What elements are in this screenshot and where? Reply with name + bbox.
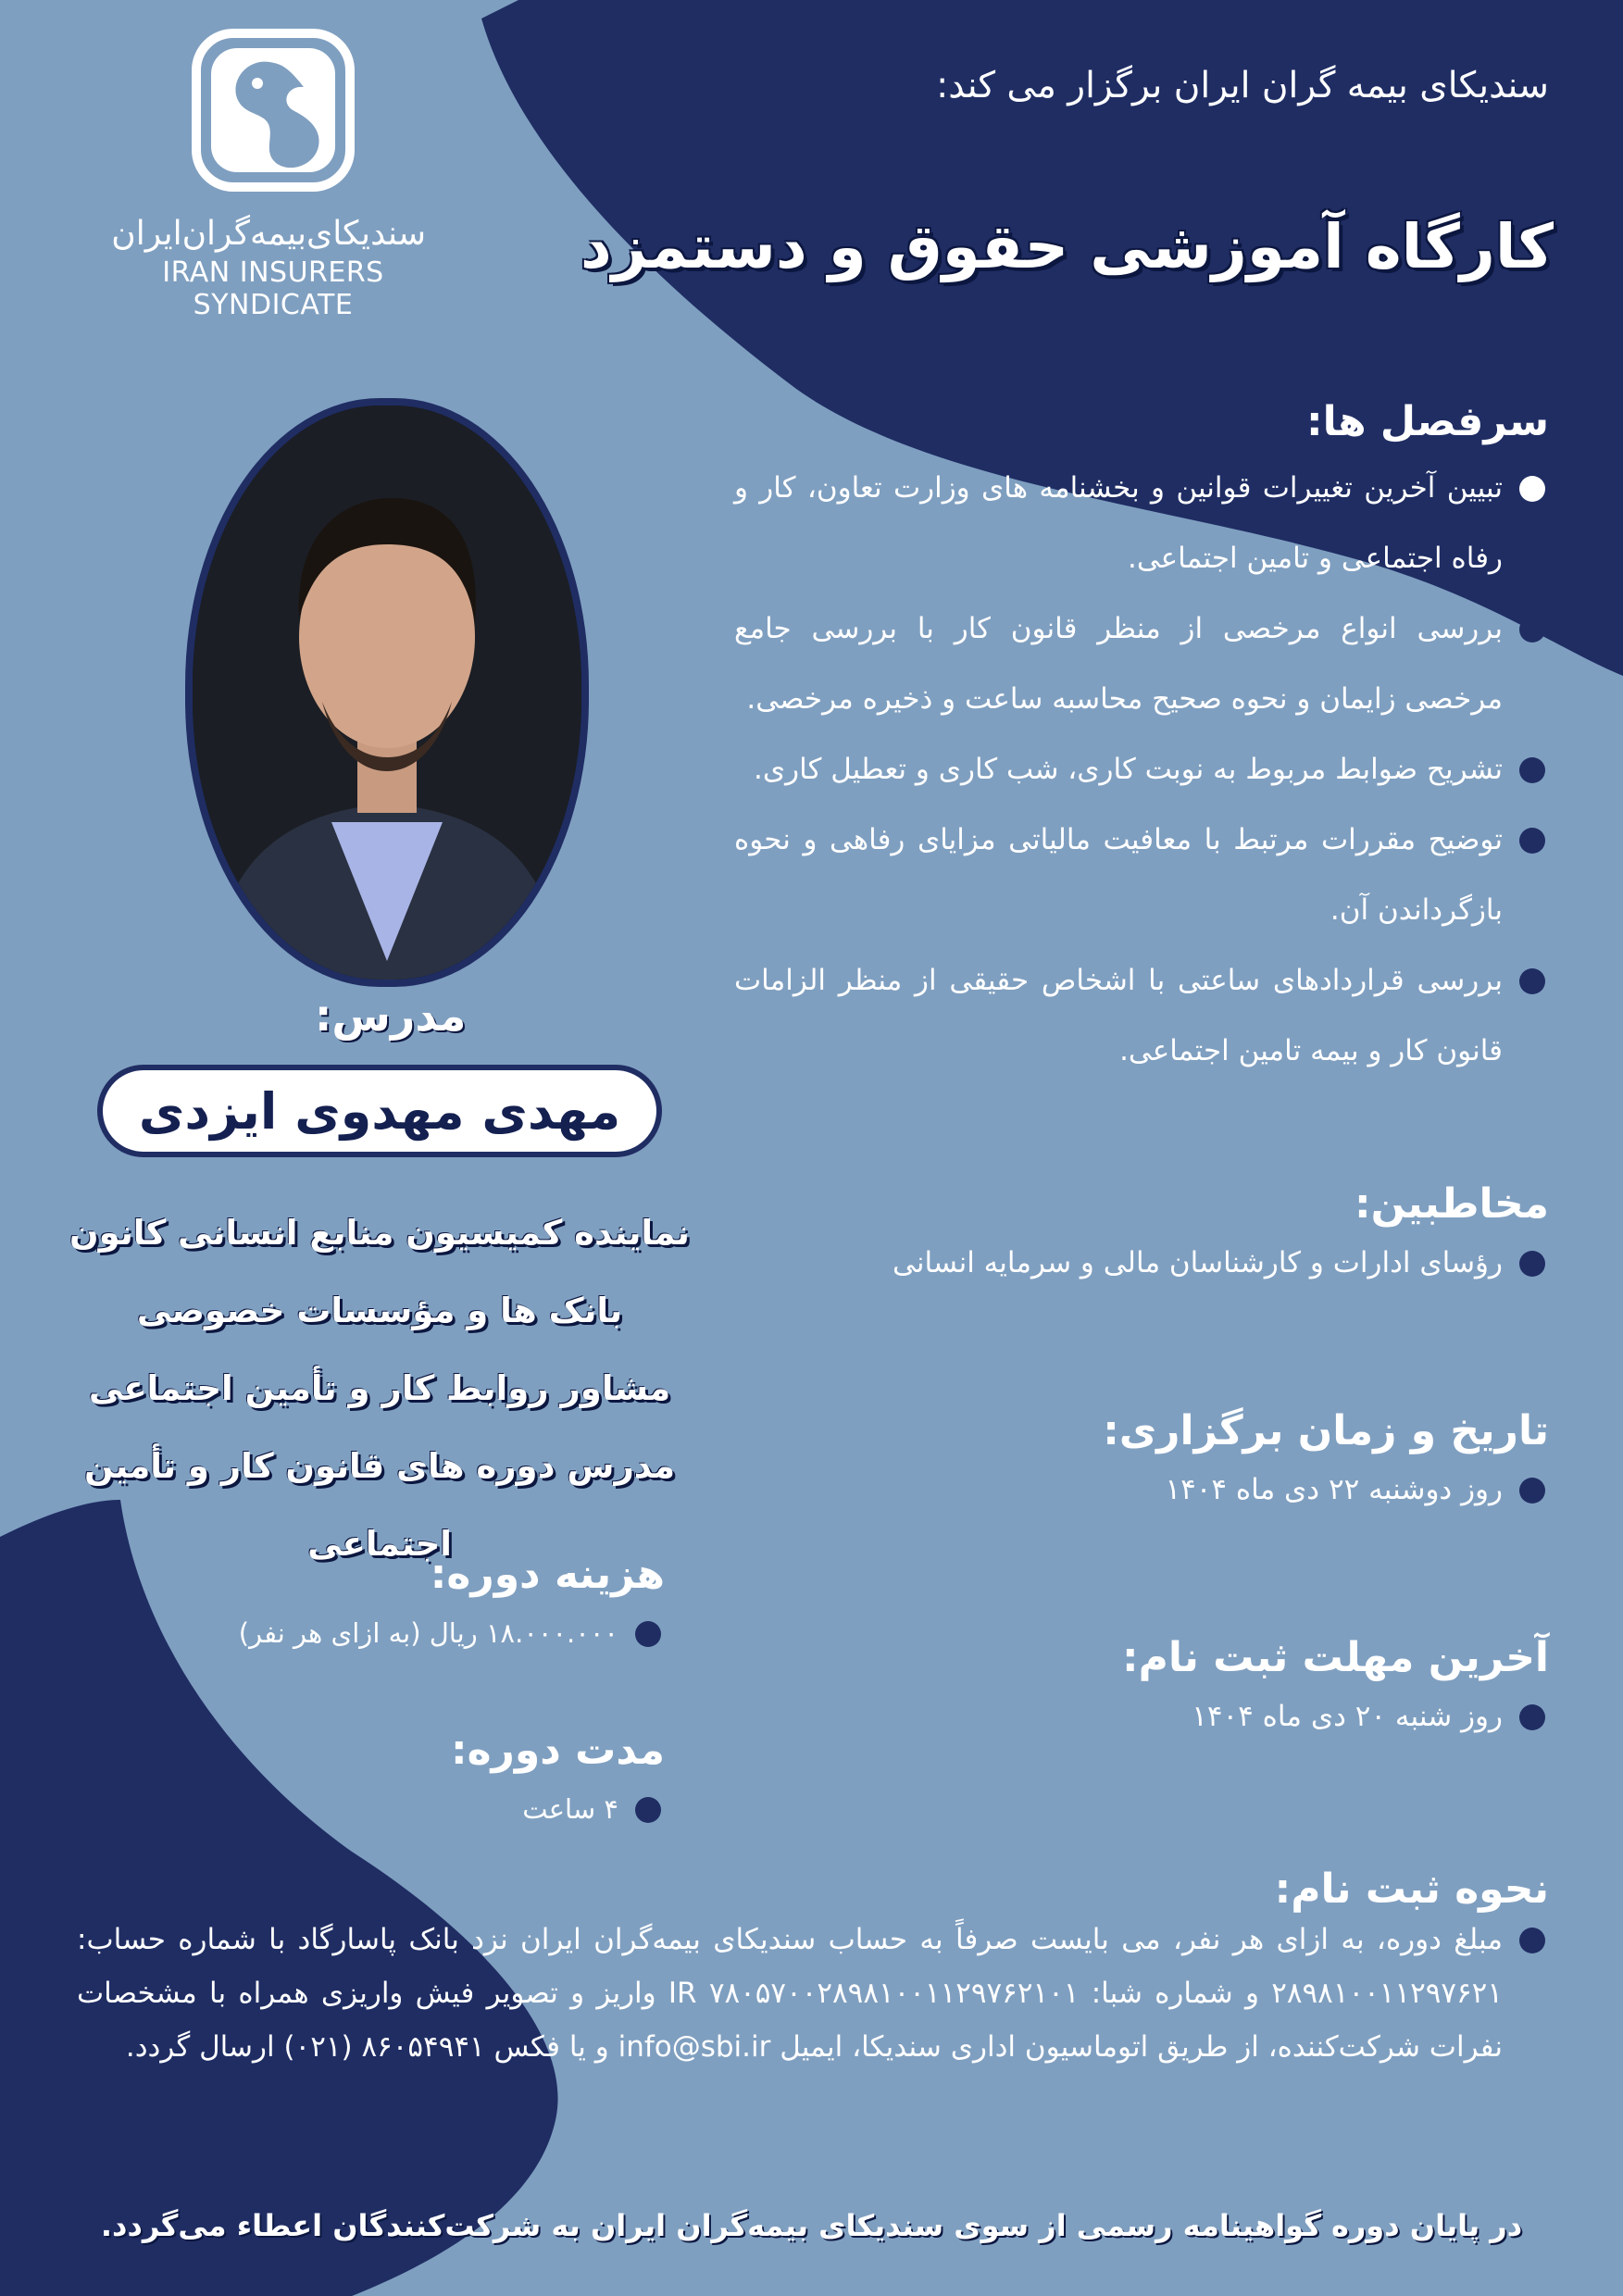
list-item-text: بررسی قراردادهای ساعتی با اشخاص حقیقی از منظر الزامات قانون کار و بیمه تامین اجتماعی.	[734, 964, 1503, 1067]
list-item	[183, 1598, 665, 1668]
instructor-photo	[185, 398, 589, 987]
list-item-text: روز دوشنبه ۲۲ دی ماه ۱۴۰۴	[1165, 1473, 1503, 1506]
page-title: کارگاه آموزشی حقوق و دستمزد	[580, 211, 1554, 282]
list-item-text: توضیح مقررات مرتبط با معافیت مالیاتی مزایای رفاهی و نحوه بازگرداندن آن.	[734, 823, 1503, 927]
schedule-section	[734, 1407, 1549, 1525]
schedule-list	[734, 1454, 1549, 1525]
logo	[111, 28, 426, 321]
fee-title: هزینه دوره:	[430, 1551, 665, 1598]
list-item	[734, 1228, 1549, 1298]
person-silhouette-icon	[193, 406, 581, 980]
organizer-line: سندیکای بیمه گران ایران برگزار می کند:	[936, 65, 1549, 106]
bullet-icon	[1519, 1928, 1545, 1953]
topics-section	[734, 398, 1549, 1086]
list-item-text: تبیین آخرین تغییرات قوانین و بخشنامه های وزارت تعاون، کار و رفاه اجتماعی و تامین اجتماعی.	[734, 471, 1503, 575]
duration-title: مدت دوره:	[450, 1727, 665, 1774]
credential-line: مدرس دوره های قانون کار و تأمین اجتماعی	[83, 1446, 676, 1564]
registration-title: نحوه ثبت نام:	[1274, 1866, 1549, 1913]
schedule-title: تاریخ و زمان برگزاری:	[1103, 1407, 1549, 1454]
list-item-text: روز شنبه ۲۰ دی ماه ۱۴۰۴	[1192, 1700, 1503, 1733]
footer-note: در پایان دوره گواهینامه رسمی از سوی سندیکای بیمه‌گران ایران به شرکت‌کنندگان اعطاء می‌گردد.	[100, 2208, 1523, 2243]
instructor-label: مدرس:	[315, 991, 467, 1041]
deadline-section	[734, 1634, 1549, 1752]
bullet-icon	[1519, 617, 1545, 643]
bullet-icon	[1519, 828, 1545, 854]
bullet-icon	[1519, 968, 1545, 994]
deadline-list	[734, 1681, 1549, 1752]
registration-text: مبلغ دوره، به ازای هر نفر، می بایست صرفاً به حساب سندیکای بیمه‌گران ایران نزد بانک پاسارگاد با شماره حساب: ۲۸۹۸۱۰۰۱۱۲۹۷۶۲۱ و شماره شبا: IR ۷۸۰۵۷۰۰۲۸۹۸۱۰۰۱۱۲۹۷۶۲۱۰۱ واریز و تصویر فیش واریزی همراه با مشخصات نفرات شرکت‌کننده، از طریق اتوماسیون اداری سندیکا، ایمیل info@sbi.ir و یا فکس ۸۶۰۵۴۹۴۱ (۰۲۱) ارسال گردد.	[77, 1923, 1503, 2064]
fee-list	[183, 1598, 665, 1668]
list-item	[734, 945, 1549, 1086]
list-item-text: ۱۸.۰۰۰.۰۰۰ ریال (به ازای هر نفر)	[238, 1617, 618, 1649]
audience-title: مخاطبین:	[1354, 1180, 1549, 1228]
topics-title: سرفصل ها:	[1305, 398, 1549, 445]
topics-list	[734, 453, 1549, 1086]
list-item	[734, 1454, 1549, 1525]
list-item	[734, 805, 1549, 945]
bullet-icon	[635, 1621, 661, 1647]
bullet-icon	[1519, 1251, 1545, 1277]
bullet-icon	[635, 1797, 661, 1823]
credential-line: نماینده کمیسیون منابع انسانی کانون	[69, 1213, 690, 1253]
bullet-icon	[1519, 1478, 1545, 1504]
list-item-text: ۴ ساعت	[522, 1793, 618, 1825]
duration-section	[183, 1727, 665, 1844]
instructor-name: مهدی مهدوی ایزدی	[97, 1065, 662, 1157]
logo-name-en: IRAN INSURERS SYNDICATE	[162, 256, 384, 321]
list-item	[734, 1681, 1549, 1752]
list-item-text: رؤسای ادارات و کارشناسان مالی و سرمایه انسانی	[893, 1246, 1503, 1279]
list-item-text: بررسی انواع مرخصی از منظر قانون کار با بررسی جامع مرخصی زایمان و نحوه صحیح محاسبه ساعت و ذخیره مرخصی.	[734, 612, 1503, 716]
bullet-icon	[1519, 1704, 1545, 1730]
duration-list	[183, 1774, 665, 1844]
instructor-credentials	[56, 1194, 704, 1583]
bullet-icon	[1519, 757, 1545, 783]
list-item	[734, 734, 1549, 805]
credential-line: مشاور روابط کار و تأمین اجتماعی	[88, 1368, 671, 1408]
registration-section	[77, 1866, 1549, 2074]
list-item	[734, 593, 1549, 734]
list-item	[183, 1774, 665, 1844]
credential-line: بانک ها و مؤسسات خصوصی	[136, 1291, 623, 1330]
bullet-icon	[1519, 476, 1545, 502]
registration-list	[77, 1913, 1549, 2074]
list-item-text: تشریح ضوابط مربوط به نوبت کاری، شب کاری و تعطیل کاری.	[754, 753, 1503, 786]
logo-name-fa: سندیکای‌بیمه‌گران‌ایران	[111, 215, 426, 253]
list-item	[77, 1913, 1549, 2074]
fee-section	[183, 1551, 665, 1668]
deadline-title: آخرین مهلت ثبت نام:	[1121, 1634, 1549, 1681]
list-item	[734, 453, 1549, 593]
audience-list	[734, 1228, 1549, 1298]
audience-section	[734, 1180, 1549, 1298]
iis-logo-icon	[191, 28, 356, 193]
